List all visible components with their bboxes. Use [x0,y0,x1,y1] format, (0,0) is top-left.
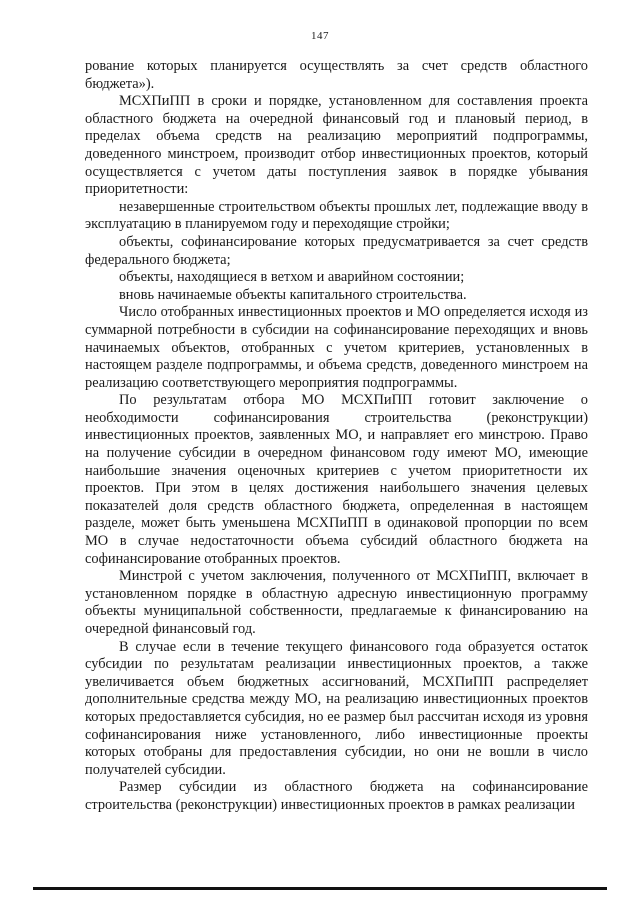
paragraph-subsidy-remainder: В случае если в течение текущего финансового года образуется остаток субсидии по результатам реализации инвестиционных проектов, а также увеличивается объем бюджетных ассигнований, МСХПиПП распределяет дополнительные средства между МО, на реализацию инвестиционных проектов которых предоставляется субсидия, но ее размер был рассчитан исходя из уровня софинансирования ниже установленного, либо инвестиционные проекты которых отобраны для предоставления субсидии, но они не вошли в число получателей субсидии. [85,638,588,778]
paragraph-number-of-projects: Число отобранных инвестиционных проектов и МО определяется исходя из суммарной потребности в субсидии на софинансирование переходящих и вновь начинаемых объектов, отобранных с учетом критериев, установленных в настоящем разделе подпрограммы, и объема средств, доведенного минстроем на реализацию соответствующего мероприятия подпрограммы. [85,304,588,391]
paragraph-subsidy-size: Размер субсидии из областного бюджета на софинансирование строительства (реконструкции) инвестиционных проектов в рамках реализации [85,779,588,813]
list-item-unfinished-objects: незавершенные строительством объекты прошлых лет, подлежащие вводу в эксплуатацию в планируемом году и переходящие стройки; [85,198,588,233]
paragraph-minstroy-inclusion: Минстрой с учетом заключения, полученного от МСХПиПП, включает в установленном порядке в областную адресную инвестиционную программу объекты муниципальной собственности, предлагаемые к финансированию на очередной финансовый год. [85,568,588,637]
document-body [85,58,588,815]
list-item-new-objects: вновь начинаемые объекты капитального строительства. [119,286,467,303]
list-item-federal-cofinanced: объекты, софинансирование которых предусматривается за счет средств федерального бюджета; [85,233,588,268]
paragraph-selection-procedure: МСХПиПП в сроки и порядке, установленном для составления проекта областного бюджета на очередной финансовый год и плановый период, в пределах объема средств на реализацию мероприятий подпрограммы, доведенного минстроем, производит отбор инвестиционных проектов, который осуществляется с учетом даты поступления заявок в порядке убывания приоритетности: [85,93,588,198]
paragraph-selection-results: По результатам отбора МО МСХПиПП готовит заключение о необходимости софинансирования строительства (реконструкции) инвестиционных проектов, заявленных МО, и направляет его минстрою. Право на получение субсидии в очередном финансовом году имеют МО, имеющие наибольшие значения оценочных критериев с учетом приоритетности их проектов. При этом в целях достижения наибольшего значения целевых показателей доля средств областного бюджета, определенная в настоящем разделе, может быть уменьшена МСХПиПП в одинаковой пропорции по всем МО в случае недостаточности объема субсидий областного бюджета на софинансирование отобранных проектов. [85,392,588,567]
page-number: 147 [311,30,329,42]
paragraph-continuation: рование которых планируется осуществлять за счет средств областного бюджета»). [85,58,588,92]
page-bottom-rule [33,887,607,890]
list-item-dilapidated-objects: объекты, находящиеся в ветхом и аварийном состоянии; [119,269,465,286]
